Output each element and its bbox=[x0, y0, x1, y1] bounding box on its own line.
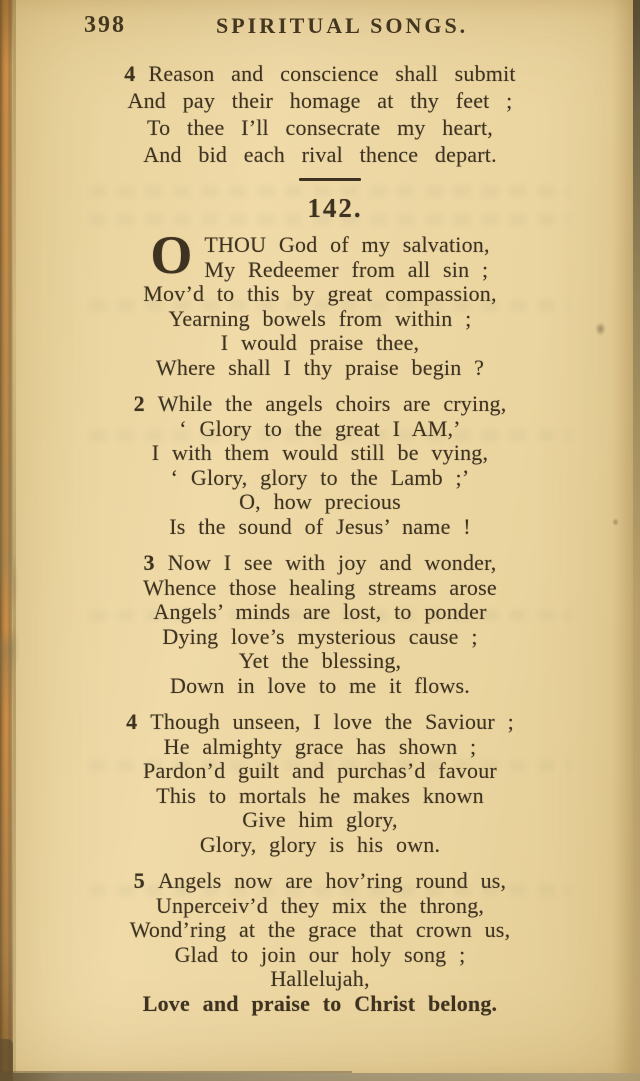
page-edge-right bbox=[633, 0, 640, 1081]
stanza-verse-1 bbox=[70, 225, 570, 380]
verse-line bbox=[70, 60, 570, 87]
verse-line: ‘ Glory, glory to the Lamb ;’ bbox=[170, 464, 470, 490]
verse-line: ‘ Glory to the great I AM,’ bbox=[179, 415, 461, 441]
section-divider bbox=[299, 178, 361, 181]
verse-line: Whence those healing streams arose bbox=[143, 574, 497, 600]
page-corner-bottom-left bbox=[0, 1039, 13, 1081]
page-edge-bottom bbox=[0, 1073, 640, 1081]
verse-line: Yearning bowels from within ; bbox=[168, 305, 472, 331]
verse-line: O, how precious bbox=[239, 489, 401, 514]
verse-line: This to mortals he makes known bbox=[156, 782, 484, 808]
text-block bbox=[70, 60, 570, 1016]
hymn-number: 142. bbox=[307, 193, 363, 223]
stanza-verse-5 bbox=[70, 869, 570, 1016]
verse-number: 5 bbox=[133, 868, 145, 893]
verse-line: Hallelujah, bbox=[270, 966, 370, 991]
verse-line bbox=[70, 392, 570, 417]
verse-line bbox=[70, 551, 570, 576]
running-title: SPIRITUAL SONGS. bbox=[216, 13, 469, 38]
verse-line: Yet the blessing, bbox=[238, 648, 402, 673]
verse-line: Wond’ring at the grace that crown us, bbox=[129, 917, 511, 942]
verse-line: I with them would still be vying, bbox=[151, 440, 489, 465]
verse-line bbox=[70, 869, 570, 894]
drop-cap-initial: O bbox=[150, 225, 193, 285]
verse-line: Mov’d to this by great compassion, bbox=[143, 281, 497, 306]
verse-line-text: Reason and conscience shall submit bbox=[148, 61, 516, 86]
verse-line: Dying love’s mysterious cause ; bbox=[162, 623, 478, 649]
verse-number: 3 bbox=[143, 550, 155, 575]
page-number: 398 bbox=[84, 12, 126, 38]
verse-line: He almighty grace has shown ; bbox=[163, 733, 477, 759]
verse-line: Where shall I thy praise begin ? bbox=[155, 354, 485, 380]
verse-line: Unperceiv’d they mix the throng, bbox=[155, 892, 485, 918]
verse-1-head bbox=[70, 225, 570, 285]
verse-number: 2 bbox=[133, 391, 145, 416]
verse-line-text: Now I see with joy and wonder, bbox=[167, 550, 497, 575]
verse-line: Pardon’d guilt and purchas’d favour bbox=[143, 758, 497, 783]
verse-line-text: While the angels choirs are crying, bbox=[157, 391, 507, 416]
verse-line-text: Though unseen, I love the Saviour ; bbox=[150, 709, 514, 734]
scan-smudge bbox=[595, 322, 606, 336]
verse-line: Love and praise to Christ belong. bbox=[142, 990, 498, 1016]
stanza-previous-hymn bbox=[70, 60, 570, 168]
verse-line: Glory, glory is his own. bbox=[199, 831, 441, 857]
verse-1-head-lines bbox=[204, 233, 489, 282]
verse-line: Glad to join our holy song ; bbox=[174, 941, 466, 967]
verse-line: To thee I’ll consecrate my heart, bbox=[147, 115, 493, 140]
verse-line: And bid each rival thence depart. bbox=[143, 142, 497, 167]
page-crease bbox=[13, 0, 16, 1081]
verse-line: THOU God of my salvation, bbox=[204, 232, 490, 257]
verse-number: 4 bbox=[124, 61, 136, 86]
verse-line: I would praise thee, bbox=[220, 330, 420, 355]
verse-number: 4 bbox=[126, 709, 138, 734]
stanza-verse-4 bbox=[70, 710, 570, 857]
verse-line: Give him glory, bbox=[242, 807, 398, 832]
verse-line: Angels’ minds are lost, to ponder bbox=[153, 599, 487, 624]
verse-line bbox=[70, 710, 570, 735]
verse-line: My Redeemer from all sin ; bbox=[204, 256, 489, 282]
verse-line: Down in love to me it flows. bbox=[170, 672, 470, 698]
verse-line: Is the sound of Jesus’ name ! bbox=[169, 513, 471, 539]
stanza-verse-2 bbox=[70, 392, 570, 539]
stanza-verse-3 bbox=[70, 551, 570, 698]
page-edge-left bbox=[0, 0, 13, 1081]
verse-line-text: Angels now are hov’ring round us, bbox=[157, 868, 507, 893]
verse-line: And pay their homage at thy feet ; bbox=[127, 88, 513, 113]
